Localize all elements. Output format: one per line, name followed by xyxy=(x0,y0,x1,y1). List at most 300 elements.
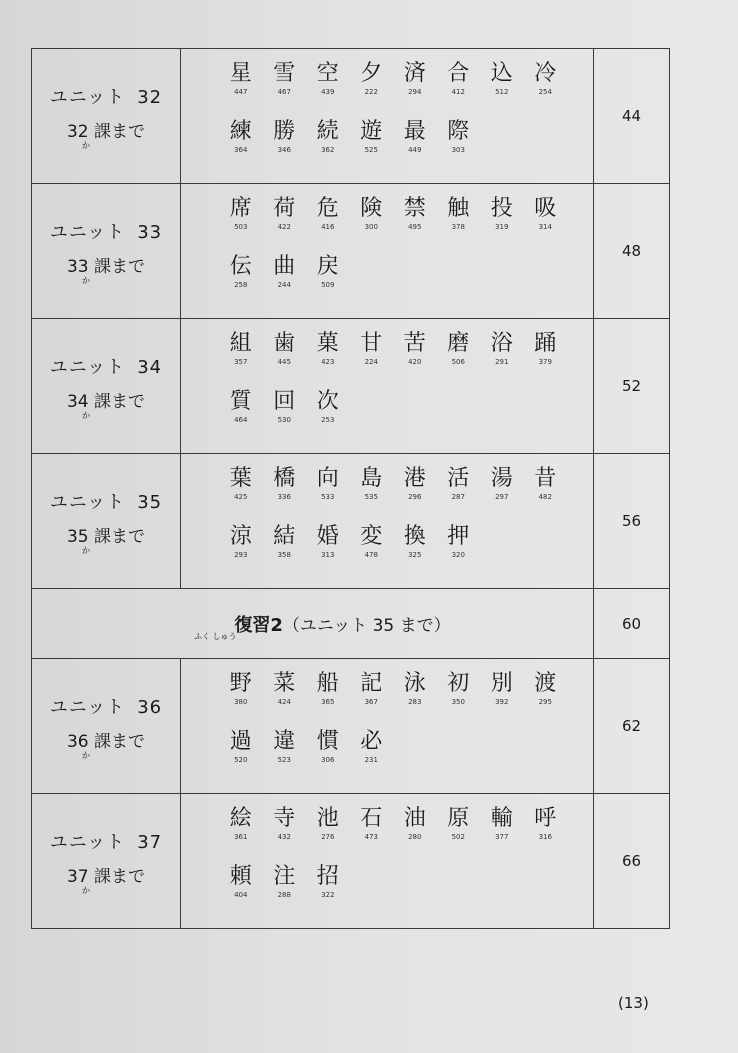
kanji-entry xyxy=(263,863,307,900)
kanji-line xyxy=(219,118,593,172)
kanji-character: 次 xyxy=(316,389,339,414)
kanji-entry xyxy=(480,195,524,232)
kanji-entry xyxy=(263,523,307,560)
unit-title-text: ユニット xyxy=(49,491,126,513)
unit-label-cell xyxy=(32,49,181,184)
kanji-entry xyxy=(306,195,350,232)
kanji-entry xyxy=(480,670,524,707)
kanji-entry xyxy=(393,330,437,367)
kanji-character: 組 xyxy=(229,331,252,356)
unit-row xyxy=(32,794,670,929)
review-cell xyxy=(32,589,594,659)
kanji-entry xyxy=(219,670,263,707)
kanji-number: 322 xyxy=(321,891,335,899)
kanji-list-cell xyxy=(181,454,594,589)
unit-until xyxy=(67,387,145,420)
kanji-entry xyxy=(219,388,263,425)
page-ref-cell xyxy=(594,184,670,319)
kanji-number: 222 xyxy=(364,88,378,96)
kanji-character: 冷 xyxy=(534,61,557,86)
unit-number: 33 xyxy=(137,221,163,243)
kanji-entry xyxy=(437,670,481,707)
kanji-character: 過 xyxy=(229,729,252,754)
kanji-list-cell xyxy=(181,49,594,184)
kanji-number: 293 xyxy=(234,551,248,559)
kanji-character: 島 xyxy=(360,466,383,491)
kanji-character: 原 xyxy=(447,806,470,831)
kanji-character: 頼 xyxy=(229,864,252,889)
page-ref-cell xyxy=(594,319,670,454)
kanji-entry xyxy=(219,253,263,290)
kanji-number: 449 xyxy=(408,146,422,154)
unit-row xyxy=(32,454,670,589)
kanji-number: 392 xyxy=(495,698,509,706)
kanji-character: 遊 xyxy=(360,119,383,144)
kanji-number: 300 xyxy=(364,223,378,231)
kanji-number: 379 xyxy=(538,358,552,366)
kanji-number: 254 xyxy=(538,88,552,96)
kanji-line xyxy=(219,670,593,724)
kanji-character: 合 xyxy=(447,61,470,86)
kanji-number: 473 xyxy=(364,833,378,841)
unit-label-cell xyxy=(32,319,181,454)
kanji-entry xyxy=(306,863,350,900)
kanji-number: 280 xyxy=(408,833,422,841)
kanji-entry xyxy=(393,523,437,560)
kanji-character: 寺 xyxy=(273,806,296,831)
unit-label-cell xyxy=(32,184,181,319)
unit-title-text: ユニット xyxy=(49,221,126,243)
furigana: か xyxy=(81,750,90,760)
kanji-character: 変 xyxy=(360,524,383,549)
kanji-character: 結 xyxy=(273,524,296,549)
kanji-character: 甘 xyxy=(360,331,383,356)
kanji-number: 512 xyxy=(495,88,509,96)
kanji-number: 319 xyxy=(495,223,509,231)
furigana: か xyxy=(81,140,90,150)
kanji-entry xyxy=(306,670,350,707)
kanji-character: 絵 xyxy=(229,806,252,831)
page-ref-cell xyxy=(594,794,670,929)
kanji-character: 磨 xyxy=(447,331,470,356)
review-furigana: ふく しゅう xyxy=(194,632,237,641)
kanji-character: 戻 xyxy=(316,254,339,279)
kanji-number: 224 xyxy=(364,358,378,366)
kanji-number: 362 xyxy=(321,146,335,154)
kanji-number: 303 xyxy=(451,146,465,154)
kanji-character: 済 xyxy=(403,61,426,86)
kanji-character: 夕 xyxy=(360,61,383,86)
kanji-character: 石 xyxy=(360,806,383,831)
kanji-character: 池 xyxy=(316,806,339,831)
kanji-entry xyxy=(219,60,263,97)
kanji-number: 314 xyxy=(538,223,552,231)
unit-title xyxy=(32,83,180,109)
kanji-entry xyxy=(306,523,350,560)
kanji-entry xyxy=(350,728,394,765)
kanji-character: 菓 xyxy=(316,331,339,356)
kanji-entry xyxy=(393,465,437,502)
furigana: か xyxy=(81,545,90,555)
kanji-number: 297 xyxy=(495,493,509,501)
kanji-entry xyxy=(350,330,394,367)
kanji-number: 231 xyxy=(364,756,378,764)
kanji-entry xyxy=(306,728,350,765)
kanji-line xyxy=(219,465,593,519)
kanji-character: 注 xyxy=(273,864,296,889)
page-ref-cell xyxy=(594,659,670,794)
kanji-number: 325 xyxy=(408,551,422,559)
kanji-character: 泳 xyxy=(403,671,426,696)
kanji-entry xyxy=(219,728,263,765)
furigana: か xyxy=(81,885,90,895)
unit-until-text: 37 課まで xyxy=(66,866,146,887)
kanji-number: 350 xyxy=(451,698,465,706)
kanji-character: 船 xyxy=(316,671,339,696)
kanji-entry xyxy=(219,863,263,900)
kanji-number: 313 xyxy=(321,551,335,559)
kanji-entry xyxy=(480,805,524,842)
kanji-number: 424 xyxy=(277,698,291,706)
page-ref-cell xyxy=(594,49,670,184)
kanji-character: 浴 xyxy=(490,331,513,356)
kanji-character: 苦 xyxy=(403,331,426,356)
kanji-entry xyxy=(306,253,350,290)
page-ref-cell xyxy=(594,454,670,589)
kanji-entry xyxy=(263,195,307,232)
page-ref: 52 xyxy=(621,377,642,395)
kanji-number: 478 xyxy=(364,551,378,559)
kanji-number: 244 xyxy=(277,281,291,289)
kanji-character: 空 xyxy=(316,61,339,86)
kanji-number: 533 xyxy=(321,493,335,501)
kanji-character: 吸 xyxy=(534,196,557,221)
kanji-character: 涼 xyxy=(229,524,252,549)
kanji-number: 378 xyxy=(451,223,465,231)
kanji-number: 346 xyxy=(277,146,291,154)
unit-number: 34 xyxy=(137,356,163,378)
kanji-entry xyxy=(219,118,263,155)
kanji-character: 伝 xyxy=(229,254,252,279)
kanji-character: 湯 xyxy=(490,466,513,491)
kanji-number: 467 xyxy=(277,88,291,96)
kanji-entry xyxy=(524,60,568,97)
kanji-character: 続 xyxy=(316,119,339,144)
kanji-entry xyxy=(480,60,524,97)
unit-row xyxy=(32,319,670,454)
page-ref: 60 xyxy=(621,614,642,633)
kanji-character: 呼 xyxy=(534,806,557,831)
unit-until xyxy=(67,522,145,555)
kanji-character: 昔 xyxy=(534,466,557,491)
unit-title-text: ユニット xyxy=(49,831,126,853)
contents-table xyxy=(31,48,670,929)
unit-title-text: ユニット xyxy=(49,356,126,378)
kanji-entry xyxy=(263,118,307,155)
kanji-number: 253 xyxy=(321,416,335,424)
unit-label-cell xyxy=(32,794,181,929)
kanji-entry xyxy=(350,60,394,97)
kanji-character: 必 xyxy=(360,729,383,754)
review-title: 復習2 xyxy=(234,614,283,636)
kanji-number: 404 xyxy=(234,891,248,899)
page-ref: 44 xyxy=(621,107,642,125)
unit-until xyxy=(67,862,145,895)
kanji-line xyxy=(219,728,593,782)
kanji-number: 336 xyxy=(277,493,291,501)
kanji-entry xyxy=(263,388,307,425)
kanji-number: 283 xyxy=(408,698,422,706)
unit-until-text: 36 課まで xyxy=(66,731,146,752)
kanji-number: 447 xyxy=(234,88,248,96)
page-ref-cell xyxy=(594,589,670,659)
kanji-number: 432 xyxy=(277,833,291,841)
page-ref: 66 xyxy=(621,852,642,870)
kanji-number: 357 xyxy=(234,358,248,366)
unit-until xyxy=(67,727,145,760)
review-heading xyxy=(234,611,450,637)
kanji-entry xyxy=(524,330,568,367)
kanji-character: 投 xyxy=(490,196,513,221)
kanji-line xyxy=(219,805,593,859)
kanji-character: 禁 xyxy=(403,196,426,221)
kanji-entry xyxy=(524,195,568,232)
kanji-number: 422 xyxy=(277,223,291,231)
kanji-number: 506 xyxy=(451,358,465,366)
kanji-character: 港 xyxy=(403,466,426,491)
kanji-entry xyxy=(306,330,350,367)
kanji-number: 509 xyxy=(321,281,335,289)
kanji-entry xyxy=(437,195,481,232)
unit-until xyxy=(67,117,145,150)
kanji-entry xyxy=(393,60,437,97)
kanji-entry xyxy=(263,728,307,765)
kanji-character: 勝 xyxy=(273,119,296,144)
kanji-number: 482 xyxy=(538,493,552,501)
kanji-number: 502 xyxy=(451,833,465,841)
kanji-character: 菜 xyxy=(273,671,296,696)
kanji-entry xyxy=(524,670,568,707)
kanji-entry xyxy=(393,118,437,155)
kanji-number: 258 xyxy=(234,281,248,289)
kanji-line xyxy=(219,523,593,577)
kanji-character: 橋 xyxy=(273,466,296,491)
kanji-number: 291 xyxy=(495,358,509,366)
kanji-number: 530 xyxy=(277,416,291,424)
unit-title xyxy=(32,693,180,719)
kanji-number: 495 xyxy=(408,223,422,231)
kanji-entry xyxy=(263,465,307,502)
kanji-entry xyxy=(219,195,263,232)
kanji-number: 464 xyxy=(234,416,248,424)
kanji-character: 回 xyxy=(273,389,296,414)
kanji-number: 358 xyxy=(277,551,291,559)
kanji-number: 377 xyxy=(495,833,509,841)
kanji-entry xyxy=(480,465,524,502)
kanji-character: 練 xyxy=(229,119,252,144)
kanji-line xyxy=(219,60,593,114)
kanji-number: 423 xyxy=(321,358,335,366)
kanji-character: 別 xyxy=(490,671,513,696)
kanji-character: 招 xyxy=(316,864,339,889)
kanji-number: 525 xyxy=(364,146,378,154)
page-number: (13) xyxy=(618,994,649,1012)
kanji-character: 押 xyxy=(447,524,470,549)
kanji-character: 活 xyxy=(447,466,470,491)
kanji-entry xyxy=(437,523,481,560)
kanji-entry xyxy=(350,118,394,155)
kanji-character: 質 xyxy=(229,389,252,414)
kanji-number: 412 xyxy=(451,88,465,96)
kanji-character: 初 xyxy=(447,671,470,696)
kanji-number: 523 xyxy=(277,756,291,764)
kanji-number: 364 xyxy=(234,146,248,154)
unit-title xyxy=(32,218,180,244)
kanji-entry xyxy=(219,330,263,367)
kanji-number: 445 xyxy=(277,358,291,366)
kanji-entry xyxy=(350,523,394,560)
kanji-line xyxy=(219,388,593,442)
kanji-number: 306 xyxy=(321,756,335,764)
kanji-entry xyxy=(524,465,568,502)
kanji-entry xyxy=(306,465,350,502)
review-detail: （ユニット 35 まで） xyxy=(282,615,451,636)
kanji-number: 287 xyxy=(451,493,465,501)
kanji-number: 288 xyxy=(277,891,291,899)
kanji-number: 365 xyxy=(321,698,335,706)
unit-number: 32 xyxy=(137,86,163,108)
kanji-entry xyxy=(393,670,437,707)
kanji-number: 520 xyxy=(234,756,248,764)
furigana: か xyxy=(81,275,90,285)
unit-title-text: ユニット xyxy=(49,696,126,718)
kanji-entry xyxy=(263,805,307,842)
kanji-entry xyxy=(437,805,481,842)
kanji-character: 記 xyxy=(360,671,383,696)
unit-until-text: 32 課まで xyxy=(66,121,146,142)
kanji-list-cell xyxy=(181,319,594,454)
kanji-number: 420 xyxy=(408,358,422,366)
kanji-entry xyxy=(350,195,394,232)
kanji-character: 輸 xyxy=(490,806,513,831)
kanji-character: 険 xyxy=(360,196,383,221)
kanji-entry xyxy=(437,330,481,367)
kanji-number: 296 xyxy=(408,493,422,501)
kanji-entry xyxy=(350,670,394,707)
unit-title xyxy=(32,828,180,854)
kanji-entry xyxy=(393,805,437,842)
kanji-character: 渡 xyxy=(534,671,557,696)
kanji-character: 星 xyxy=(229,61,252,86)
kanji-character: 込 xyxy=(490,61,513,86)
kanji-number: 295 xyxy=(538,698,552,706)
kanji-entry xyxy=(263,253,307,290)
kanji-line xyxy=(219,253,593,307)
kanji-number: 503 xyxy=(234,223,248,231)
kanji-character: 席 xyxy=(229,196,252,221)
page-ref: 62 xyxy=(621,717,642,735)
kanji-number: 316 xyxy=(538,833,552,841)
kanji-list-cell xyxy=(181,659,594,794)
unit-row xyxy=(32,659,670,794)
page-ref: 56 xyxy=(621,512,642,530)
kanji-character: 油 xyxy=(403,806,426,831)
kanji-character: 野 xyxy=(229,671,252,696)
unit-number: 35 xyxy=(137,491,163,513)
unit-title xyxy=(32,353,180,379)
review-row xyxy=(32,589,670,659)
kanji-character: 婚 xyxy=(316,524,339,549)
unit-number: 36 xyxy=(137,696,163,718)
unit-until-text: 35 課まで xyxy=(66,526,146,547)
kanji-character: 最 xyxy=(403,119,426,144)
kanji-entry xyxy=(350,805,394,842)
kanji-number: 425 xyxy=(234,493,248,501)
kanji-number: 380 xyxy=(234,698,248,706)
kanji-number: 416 xyxy=(321,223,335,231)
unit-row xyxy=(32,49,670,184)
kanji-entry xyxy=(480,330,524,367)
kanji-line xyxy=(219,330,593,384)
kanji-number: 276 xyxy=(321,833,335,841)
unit-title xyxy=(32,488,180,514)
kanji-number: 439 xyxy=(321,88,335,96)
unit-label-cell xyxy=(32,659,181,794)
kanji-entry xyxy=(350,465,394,502)
kanji-character: 葉 xyxy=(229,466,252,491)
kanji-list-cell xyxy=(181,794,594,929)
unit-number: 37 xyxy=(137,831,163,853)
kanji-entry xyxy=(524,805,568,842)
kanji-number: 294 xyxy=(408,88,422,96)
kanji-character: 向 xyxy=(316,466,339,491)
kanji-entry xyxy=(437,118,481,155)
page-ref: 48 xyxy=(621,242,642,260)
furigana: か xyxy=(81,410,90,420)
kanji-line xyxy=(219,863,593,917)
kanji-character: 荷 xyxy=(273,196,296,221)
kanji-number: 367 xyxy=(364,698,378,706)
kanji-entry xyxy=(393,195,437,232)
unit-row xyxy=(32,184,670,319)
kanji-character: 危 xyxy=(316,196,339,221)
kanji-entry xyxy=(219,805,263,842)
kanji-character: 慣 xyxy=(316,729,339,754)
kanji-list-cell xyxy=(181,184,594,319)
kanji-character: 換 xyxy=(403,524,426,549)
kanji-character: 際 xyxy=(447,119,470,144)
kanji-number: 535 xyxy=(364,493,378,501)
kanji-entry xyxy=(263,670,307,707)
unit-title-text: ユニット xyxy=(49,86,126,108)
kanji-entry xyxy=(437,465,481,502)
kanji-entry xyxy=(306,388,350,425)
kanji-entry xyxy=(263,330,307,367)
kanji-number: 361 xyxy=(234,833,248,841)
kanji-entry xyxy=(306,805,350,842)
unit-until-text: 34 課まで xyxy=(66,391,146,412)
kanji-character: 触 xyxy=(447,196,470,221)
kanji-line xyxy=(219,195,593,249)
kanji-entry xyxy=(437,60,481,97)
kanji-character: 踊 xyxy=(534,331,557,356)
kanji-character: 歯 xyxy=(273,331,296,356)
kanji-character: 曲 xyxy=(273,254,296,279)
unit-label-cell xyxy=(32,454,181,589)
kanji-entry xyxy=(306,118,350,155)
kanji-entry xyxy=(219,523,263,560)
kanji-character: 雪 xyxy=(273,61,296,86)
